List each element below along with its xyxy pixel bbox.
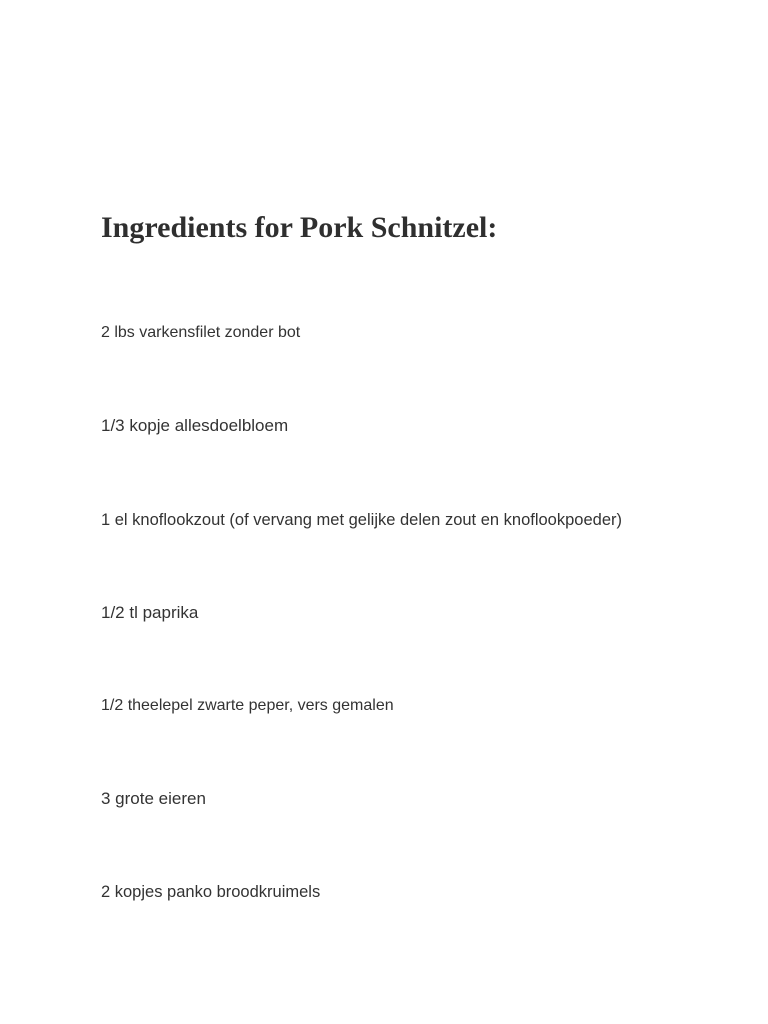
- ingredient-item: 1/3 kopje allesdoelbloem: [101, 416, 289, 435]
- ingredient-item: 3 grote eieren: [101, 789, 206, 808]
- ingredient-item: 2 lbs varkensfilet zonder bot: [101, 324, 301, 341]
- ingredient-item: 2 kopjes panko broodkruimels: [101, 883, 321, 901]
- ingredient-item: 1/2 theelepel zwarte peper, vers gemalen: [101, 697, 394, 714]
- ingredient-item: 1/2 tl paprika: [101, 603, 199, 622]
- ingredient-item: 1 el knoflookzout (of vervang met gelijke delen zout en knoflookpoeder): [101, 511, 622, 529]
- page-title: Ingredients for Pork Schnitzel:: [101, 211, 498, 244]
